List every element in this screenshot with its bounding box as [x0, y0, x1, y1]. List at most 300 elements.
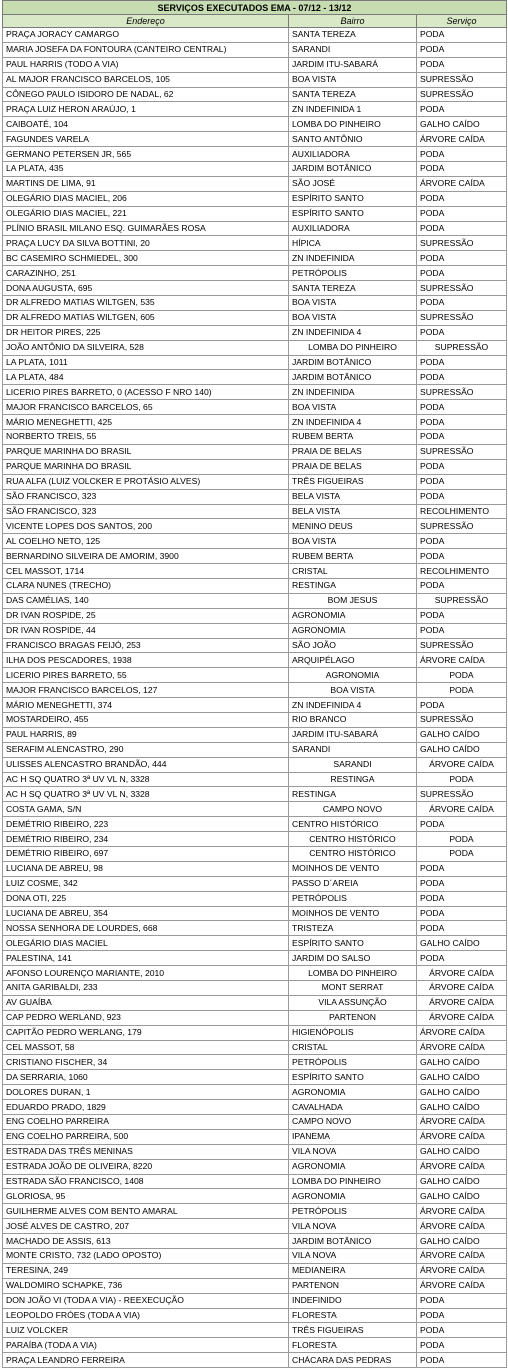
cell-endereco: MARIA JOSEFA DA FONTOURA (CANTEIRO CENTRAL): [3, 42, 289, 57]
table-row: [3, 191, 507, 206]
cell-servico: GALHO CAÍDO: [417, 936, 507, 951]
cell-bairro: LOMBA DO PINHEIRO: [289, 117, 417, 132]
cell-servico: GALHO CAÍDO: [417, 742, 507, 757]
cell-servico: ÁRVORE CAÍDA: [417, 1040, 507, 1055]
cell-bairro: FLORESTA: [289, 1338, 417, 1353]
cell-bairro: SARANDI: [289, 757, 417, 772]
cell-bairro: PARTENON: [289, 1010, 417, 1025]
cell-servico: SUPRESSÃO: [417, 72, 507, 87]
cell-bairro: RESTINGA: [289, 772, 417, 787]
table-row: [3, 653, 507, 668]
cell-endereco: CAIBOATÉ, 104: [3, 117, 289, 132]
cell-endereco: JOÃO ANTÔNIO DA SILVEIRA, 528: [3, 340, 289, 355]
cell-servico: SUPRESSÃO: [417, 638, 507, 653]
table-row: [3, 712, 507, 727]
cell-endereco: LA PLATA, 484: [3, 370, 289, 385]
cell-servico: PODA: [417, 668, 507, 683]
table-row: [3, 1249, 507, 1264]
table-row: [3, 757, 507, 772]
cell-bairro: RESTINGA: [289, 578, 417, 593]
cell-servico: PODA: [417, 1293, 507, 1308]
cell-endereco: PRAÇA JORACY CAMARGO: [3, 28, 289, 43]
cell-bairro: SÃO JOSÉ: [289, 176, 417, 191]
cell-servico: PODA: [417, 921, 507, 936]
cell-endereco: DAS CAMÉLIAS, 140: [3, 593, 289, 608]
cell-endereco: LUCIANA DE ABREU, 354: [3, 906, 289, 921]
cell-bairro: CENTRO HISTÓRICO: [289, 832, 417, 847]
cell-servico: PODA: [417, 1308, 507, 1323]
table-row: [3, 147, 507, 162]
cell-endereco: DR ALFREDO MATIAS WILTGEN, 605: [3, 310, 289, 325]
cell-endereco: ILHA DOS PESCADORES, 1938: [3, 653, 289, 668]
table-body: [3, 28, 507, 1368]
table-row: [3, 57, 507, 72]
cell-endereco: GLORIOSA, 95: [3, 1189, 289, 1204]
cell-servico: ÁRVORE CAÍDA: [417, 176, 507, 191]
cell-endereco: PAUL HARRIS, 89: [3, 727, 289, 742]
cell-endereco: FAGUNDES VARELA: [3, 132, 289, 147]
cell-servico: PODA: [417, 683, 507, 698]
cell-servico: ÁRVORE CAÍDA: [417, 1249, 507, 1264]
cell-bairro: ESPÍRITO SANTO: [289, 191, 417, 206]
cell-endereco: RUA ALFA (LUIZ VOLCKER E PROTÁSIO ALVES): [3, 474, 289, 489]
table-row: [3, 415, 507, 430]
cell-bairro: JARDIM DO SALSO: [289, 951, 417, 966]
cell-endereco: DEMÉTRIO RIBEIRO, 697: [3, 846, 289, 861]
cell-servico: SUPRESSÃO: [417, 593, 507, 608]
cell-bairro: CRISTAL: [289, 564, 417, 579]
cell-bairro: AGRONOMIA: [289, 668, 417, 683]
cell-servico: ÁRVORE CAÍDA: [417, 1159, 507, 1174]
cell-endereco: LUIZ COSME, 342: [3, 876, 289, 891]
cell-endereco: MARTINS DE LIMA, 91: [3, 176, 289, 191]
cell-servico: PODA: [417, 206, 507, 221]
cell-servico: ÁRVORE CAÍDA: [417, 995, 507, 1010]
header-servico: Serviço: [417, 15, 507, 28]
cell-bairro: AGRONOMIA: [289, 1159, 417, 1174]
cell-servico: PODA: [417, 459, 507, 474]
table-row: [3, 593, 507, 608]
cell-servico: PODA: [417, 191, 507, 206]
cell-endereco: BERNARDINO SILVEIRA DE AMORIM, 3900: [3, 549, 289, 564]
cell-endereco: MÁRIO MENEGHETTI, 374: [3, 698, 289, 713]
cell-endereco: CARAZINHO, 251: [3, 266, 289, 281]
table-row: [3, 564, 507, 579]
cell-servico: PODA: [417, 296, 507, 311]
cell-servico: ÁRVORE CAÍDA: [417, 802, 507, 817]
cell-servico: PODA: [417, 1323, 507, 1338]
cell-endereco: AV GUAÍBA: [3, 995, 289, 1010]
table-row: [3, 802, 507, 817]
cell-servico: ÁRVORE CAÍDA: [417, 1129, 507, 1144]
cell-endereco: DOLORES DURAN, 1: [3, 1085, 289, 1100]
cell-endereco: LUIZ VOLCKER: [3, 1323, 289, 1338]
table-row: [3, 102, 507, 117]
cell-bairro: AGRONOMIA: [289, 1085, 417, 1100]
cell-bairro: HÍPICA: [289, 236, 417, 251]
header-row: [3, 15, 507, 28]
cell-bairro: AUXILIADORA: [289, 221, 417, 236]
cell-endereco: JOSÉ ALVES DE CASTRO, 207: [3, 1219, 289, 1234]
table-row: [3, 1144, 507, 1159]
cell-endereco: LICERIO PIRES BARRETO, 0 (ACESSO F NRO 140): [3, 385, 289, 400]
table-row: [3, 459, 507, 474]
cell-bairro: BOA VISTA: [289, 72, 417, 87]
cell-bairro: PARTENON: [289, 1278, 417, 1293]
cell-bairro: BOM JESUS: [289, 593, 417, 608]
cell-bairro: SÃO JOÃO: [289, 638, 417, 653]
cell-servico: SUPRESSÃO: [417, 444, 507, 459]
cell-bairro: CAMPO NOVO: [289, 802, 417, 817]
cell-endereco: AFONSO LOURENÇO MARIANTE, 2010: [3, 966, 289, 981]
cell-endereco: DR IVAN ROSPIDE, 44: [3, 623, 289, 638]
cell-bairro: RIO BRANCO: [289, 712, 417, 727]
table-row: [3, 668, 507, 683]
table-row: [3, 921, 507, 936]
cell-endereco: ENG COELHO PARREIRA: [3, 1115, 289, 1130]
cell-servico: PODA: [417, 266, 507, 281]
cell-bairro: MONT SERRAT: [289, 981, 417, 996]
table-row: [3, 1219, 507, 1234]
cell-servico: PODA: [417, 1353, 507, 1368]
cell-servico: ÁRVORE CAÍDA: [417, 1263, 507, 1278]
cell-bairro: ARQUIPÉLAGO: [289, 653, 417, 668]
table-row: [3, 1055, 507, 1070]
cell-bairro: JARDIM ITU-SABARÁ: [289, 57, 417, 72]
cell-bairro: BELA VISTA: [289, 504, 417, 519]
cell-bairro: JARDIM ITU-SABARÁ: [289, 727, 417, 742]
title-row: [3, 1, 507, 15]
cell-servico: PODA: [417, 415, 507, 430]
table-row: [3, 936, 507, 951]
table-row: [3, 1308, 507, 1323]
cell-bairro: ZN INDEFINIDA: [289, 251, 417, 266]
cell-servico: GALHO CAÍDO: [417, 1234, 507, 1249]
cell-endereco: BC CASEMIRO SCHMIEDEL, 300: [3, 251, 289, 266]
cell-bairro: SANTA TEREZA: [289, 87, 417, 102]
cell-servico: GALHO CAÍDO: [417, 1144, 507, 1159]
cell-servico: SUPRESSÃO: [417, 787, 507, 802]
cell-endereco: CAPITÃO PEDRO WERLANG, 179: [3, 1025, 289, 1040]
cell-servico: SUPRESSÃO: [417, 87, 507, 102]
cell-servico: SUPRESSÃO: [417, 519, 507, 534]
cell-bairro: CAMPO NOVO: [289, 1115, 417, 1130]
cell-bairro: MENINO DEUS: [289, 519, 417, 534]
cell-servico: PODA: [417, 221, 507, 236]
cell-endereco: DEMÉTRIO RIBEIRO, 223: [3, 817, 289, 832]
cell-endereco: PARQUE MARINHA DO BRASIL: [3, 444, 289, 459]
cell-servico: PODA: [417, 430, 507, 445]
table-row: [3, 683, 507, 698]
cell-endereco: ESTRADA SÃO FRANCISCO, 1408: [3, 1174, 289, 1189]
cell-servico: ÁRVORE CAÍDA: [417, 981, 507, 996]
cell-endereco: PRAÇA LEANDRO FERREIRA: [3, 1353, 289, 1368]
cell-bairro: SANTA TEREZA: [289, 281, 417, 296]
table-row: [3, 1323, 507, 1338]
table-row: [3, 549, 507, 564]
table-row: [3, 310, 507, 325]
cell-servico: GALHO CAÍDO: [417, 1070, 507, 1085]
table-row: [3, 966, 507, 981]
cell-bairro: JARDIM BOTÂNICO: [289, 1234, 417, 1249]
cell-servico: SUPRESSÃO: [417, 340, 507, 355]
cell-servico: PODA: [417, 1338, 507, 1353]
cell-endereco: SÃO FRANCISCO, 323: [3, 489, 289, 504]
cell-servico: PODA: [417, 817, 507, 832]
table-row: [3, 1070, 507, 1085]
table-row: [3, 698, 507, 713]
cell-bairro: RUBEM BERTA: [289, 430, 417, 445]
table-title: SERVIÇOS EXECUTADOS EMA - 07/12 - 13/12: [3, 1, 507, 15]
cell-bairro: MOINHOS DE VENTO: [289, 906, 417, 921]
table-row: [3, 1353, 507, 1368]
cell-bairro: PASSO D´AREIA: [289, 876, 417, 891]
table-row: [3, 400, 507, 415]
cell-endereco: ESTRADA DAS TRÊS MENINAS: [3, 1144, 289, 1159]
cell-bairro: INDEFINIDO: [289, 1293, 417, 1308]
cell-endereco: PAUL HARRIS (TODO A VIA): [3, 57, 289, 72]
cell-servico: PODA: [417, 355, 507, 370]
cell-endereco: LICERIO PIRES BARRETO, 55: [3, 668, 289, 683]
cell-endereco: CEL MASSOT, 58: [3, 1040, 289, 1055]
table-row: [3, 1100, 507, 1115]
cell-endereco: DEMÉTRIO RIBEIRO, 234: [3, 832, 289, 847]
table-row: [3, 251, 507, 266]
cell-endereco: NOSSA SENHORA DE LOURDES, 668: [3, 921, 289, 936]
cell-servico: SUPRESSÃO: [417, 236, 507, 251]
table-row: [3, 832, 507, 847]
table-row: [3, 1159, 507, 1174]
header-endereco: Endereço: [3, 15, 289, 28]
cell-endereco: GUILHERME ALVES COM BENTO AMARAL: [3, 1204, 289, 1219]
cell-servico: ÁRVORE CAÍDA: [417, 757, 507, 772]
table-row: [3, 430, 507, 445]
cell-bairro: PRAIA DE BELAS: [289, 459, 417, 474]
table-row: [3, 742, 507, 757]
table-row: [3, 817, 507, 832]
table-row: [3, 578, 507, 593]
cell-bairro: VILA NOVA: [289, 1144, 417, 1159]
cell-servico: GALHO CAÍDO: [417, 1174, 507, 1189]
cell-servico: GALHO CAÍDO: [417, 117, 507, 132]
cell-endereco: ENG COELHO PARREIRA, 500: [3, 1129, 289, 1144]
table-row: [3, 891, 507, 906]
cell-bairro: BOA VISTA: [289, 683, 417, 698]
table-row: [3, 444, 507, 459]
cell-endereco: CAP PEDRO WERLAND, 923: [3, 1010, 289, 1025]
table-row: [3, 534, 507, 549]
cell-endereco: MÁRIO MENEGHETTI, 425: [3, 415, 289, 430]
cell-bairro: PRAIA DE BELAS: [289, 444, 417, 459]
table-row: [3, 951, 507, 966]
table-row: [3, 1204, 507, 1219]
cell-bairro: VILA NOVA: [289, 1219, 417, 1234]
cell-endereco: MAJOR FRANCISCO BARCELOS, 127: [3, 683, 289, 698]
cell-bairro: ESPÍRITO SANTO: [289, 206, 417, 221]
cell-bairro: TRÊS FIGUEIRAS: [289, 474, 417, 489]
table-row: [3, 995, 507, 1010]
cell-bairro: CAVALHADA: [289, 1100, 417, 1115]
cell-bairro: RUBEM BERTA: [289, 549, 417, 564]
cell-bairro: AGRONOMIA: [289, 1189, 417, 1204]
cell-endereco: TERESINA, 249: [3, 1263, 289, 1278]
table-row: [3, 176, 507, 191]
cell-servico: PODA: [417, 42, 507, 57]
cell-bairro: SANTO ANTÔNIO: [289, 132, 417, 147]
cell-servico: PODA: [417, 102, 507, 117]
cell-endereco: SÃO FRANCISCO, 323: [3, 504, 289, 519]
cell-servico: PODA: [417, 28, 507, 43]
cell-bairro: VILA ASSUNÇÃO: [289, 995, 417, 1010]
cell-endereco: DR IVAN ROSPIDE, 25: [3, 608, 289, 623]
cell-endereco: WALDOMIRO SCHAPKE, 736: [3, 1278, 289, 1293]
cell-servico: SUPRESSÃO: [417, 310, 507, 325]
cell-endereco: OLEGÁRIO DIAS MACIEL: [3, 936, 289, 951]
cell-bairro: JARDIM BOTÂNICO: [289, 162, 417, 177]
table-row: [3, 504, 507, 519]
cell-bairro: CENTRO HISTÓRICO: [289, 817, 417, 832]
cell-bairro: ZN INDEFINIDA: [289, 385, 417, 400]
cell-servico: ÁRVORE CAÍDA: [417, 966, 507, 981]
table-row: [3, 221, 507, 236]
cell-bairro: SARANDI: [289, 42, 417, 57]
cell-servico: PODA: [417, 57, 507, 72]
cell-servico: PODA: [417, 162, 507, 177]
cell-servico: PODA: [417, 370, 507, 385]
table-row: [3, 1174, 507, 1189]
cell-servico: PODA: [417, 832, 507, 847]
cell-bairro: ZN INDEFINIDA 1: [289, 102, 417, 117]
cell-bairro: PETRÓPOLIS: [289, 1204, 417, 1219]
cell-bairro: BOA VISTA: [289, 534, 417, 549]
cell-endereco: LEOPOLDO FRÓES (TODA A VIA): [3, 1308, 289, 1323]
cell-endereco: NORBERTO TREIS, 55: [3, 430, 289, 445]
table-row: [3, 608, 507, 623]
cell-servico: PODA: [417, 846, 507, 861]
cell-servico: GALHO CAÍDO: [417, 1189, 507, 1204]
cell-bairro: PETRÓPOLIS: [289, 1055, 417, 1070]
table-row: [3, 787, 507, 802]
table-row: [3, 772, 507, 787]
cell-bairro: AGRONOMIA: [289, 608, 417, 623]
cell-servico: ÁRVORE CAÍDA: [417, 1219, 507, 1234]
cell-bairro: ESPÍRITO SANTO: [289, 936, 417, 951]
table-row: [3, 861, 507, 876]
cell-servico: PODA: [417, 489, 507, 504]
cell-servico: PODA: [417, 698, 507, 713]
cell-servico: SUPRESSÃO: [417, 385, 507, 400]
cell-bairro: VILA NOVA: [289, 1249, 417, 1264]
cell-endereco: CRISTIANO FISCHER, 34: [3, 1055, 289, 1070]
table-row: [3, 638, 507, 653]
cell-servico: PODA: [417, 623, 507, 638]
table-row: [3, 1010, 507, 1025]
cell-servico: ÁRVORE CAÍDA: [417, 653, 507, 668]
table-row: [3, 846, 507, 861]
cell-bairro: CENTRO HISTÓRICO: [289, 846, 417, 861]
cell-endereco: LA PLATA, 435: [3, 162, 289, 177]
table-row: [3, 474, 507, 489]
cell-bairro: CRISTAL: [289, 1040, 417, 1055]
cell-bairro: PETRÓPOLIS: [289, 891, 417, 906]
table-row: [3, 87, 507, 102]
cell-servico: PODA: [417, 400, 507, 415]
cell-bairro: CHÁCARA DAS PEDRAS: [289, 1353, 417, 1368]
cell-endereco: MONTE CRISTO, 732 (LADO OPOSTO): [3, 1249, 289, 1264]
cell-bairro: SARANDI: [289, 742, 417, 757]
cell-bairro: MOINHOS DE VENTO: [289, 861, 417, 876]
cell-servico: GALHO CAÍDO: [417, 1100, 507, 1115]
cell-servico: RECOLHIMENTO: [417, 564, 507, 579]
cell-bairro: AGRONOMIA: [289, 623, 417, 638]
cell-endereco: DON JOÃO VI (TODA A VIA) - REEXECUÇÃO: [3, 1293, 289, 1308]
table-row: [3, 325, 507, 340]
cell-endereco: DONA AUGUSTA, 695: [3, 281, 289, 296]
cell-bairro: MEDIANEIRA: [289, 1263, 417, 1278]
cell-servico: PODA: [417, 608, 507, 623]
cell-endereco: MACHADO DE ASSIS, 613: [3, 1234, 289, 1249]
table-row: [3, 236, 507, 251]
cell-endereco: PARAÍBA (TODA A VIA): [3, 1338, 289, 1353]
table-row: [3, 162, 507, 177]
cell-endereco: AL COELHO NETO, 125: [3, 534, 289, 549]
table-row: [3, 370, 507, 385]
table-row: [3, 1025, 507, 1040]
table-row: [3, 42, 507, 57]
table-row: [3, 876, 507, 891]
cell-endereco: COSTA GAMA, S/N: [3, 802, 289, 817]
table-row: [3, 1278, 507, 1293]
cell-endereco: PALESTINA, 141: [3, 951, 289, 966]
cell-bairro: SANTA TEREZA: [289, 28, 417, 43]
cell-endereco: VICENTE LOPES DOS SANTOS, 200: [3, 519, 289, 534]
cell-endereco: ANITA GARIBALDI, 233: [3, 981, 289, 996]
cell-bairro: ZN INDEFINIDA 4: [289, 698, 417, 713]
table-row: [3, 1263, 507, 1278]
table-row: [3, 906, 507, 921]
cell-endereco: LA PLATA, 1011: [3, 355, 289, 370]
cell-servico: PODA: [417, 772, 507, 787]
cell-bairro: FLORESTA: [289, 1308, 417, 1323]
cell-endereco: PRAÇA LUIZ HERON ARAÚJO, 1: [3, 102, 289, 117]
table-row: [3, 132, 507, 147]
cell-servico: PODA: [417, 534, 507, 549]
table-row: [3, 981, 507, 996]
cell-servico: RECOLHIMENTO: [417, 504, 507, 519]
cell-bairro: JARDIM BOTÂNICO: [289, 355, 417, 370]
cell-bairro: AUXILIADORA: [289, 147, 417, 162]
table-row: [3, 266, 507, 281]
cell-servico: PODA: [417, 251, 507, 266]
cell-servico: GALHO CAÍDO: [417, 1055, 507, 1070]
cell-servico: PODA: [417, 951, 507, 966]
cell-endereco: MAJOR FRANCISCO BARCELOS, 65: [3, 400, 289, 415]
table-row: [3, 72, 507, 87]
cell-bairro: BOA VISTA: [289, 296, 417, 311]
cell-endereco: DA SERRARIA, 1060: [3, 1070, 289, 1085]
table-row: [3, 1040, 507, 1055]
header-bairro: Bairro: [289, 15, 417, 28]
table-row: [3, 1129, 507, 1144]
cell-bairro: ZN INDEFINIDA 4: [289, 415, 417, 430]
cell-endereco: SERAFIM ALENCASTRO, 290: [3, 742, 289, 757]
table-row: [3, 117, 507, 132]
cell-endereco: CEL MASSOT, 1714: [3, 564, 289, 579]
cell-bairro: ZN INDEFINIDA 4: [289, 325, 417, 340]
cell-endereco: ULISSES ALENCASTRO BRANDÃO, 444: [3, 757, 289, 772]
cell-endereco: PLÍNIO BRASIL MILANO ESQ. GUIMARÃES ROSA: [3, 221, 289, 236]
cell-bairro: PETRÓPOLIS: [289, 266, 417, 281]
